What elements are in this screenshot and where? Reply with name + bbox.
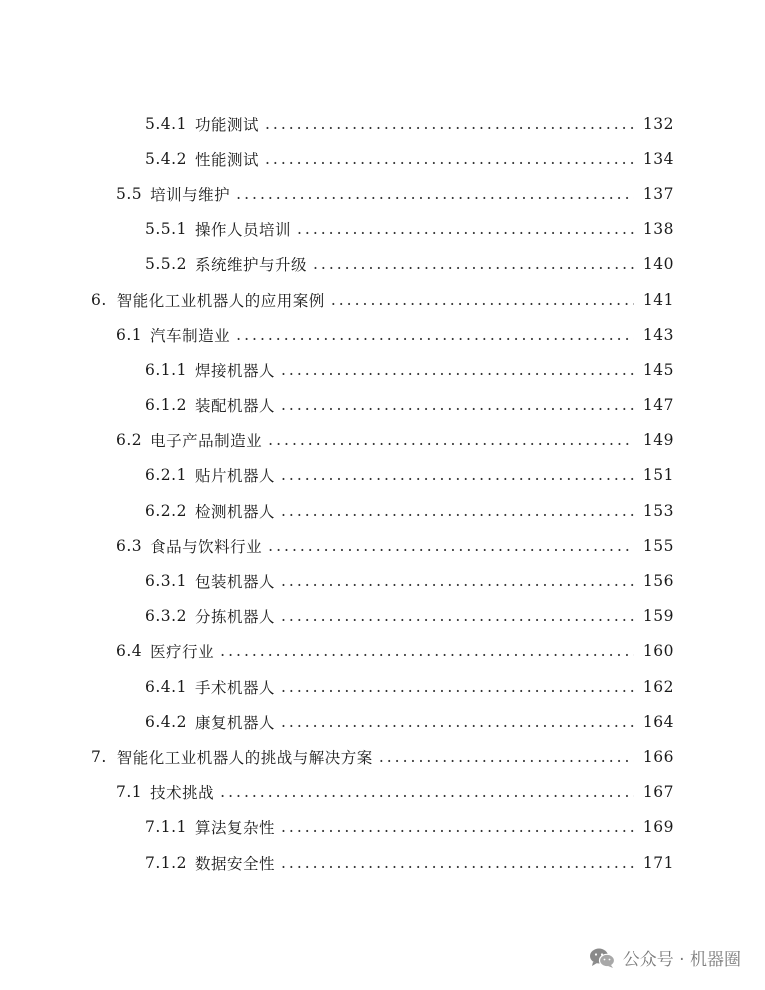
toc-entry-page: 132 bbox=[642, 114, 674, 133]
toc-entry-number: 6.3 bbox=[116, 536, 143, 555]
toc-entry-title: 装配机器人 bbox=[194, 397, 275, 416]
toc-entry-page: 159 bbox=[642, 607, 674, 626]
toc-entry-title: 算法复杂性 bbox=[194, 819, 275, 838]
dot-leader bbox=[313, 255, 634, 273]
dot-leader bbox=[281, 678, 634, 696]
toc-entry-number: 6.1 bbox=[116, 325, 143, 344]
toc-entry[interactable] bbox=[0, 176, 765, 211]
toc-entry-page: 171 bbox=[642, 853, 674, 872]
toc-entry-number: 6.1.2 bbox=[145, 396, 187, 415]
toc-entry-number: 6.2 bbox=[116, 431, 143, 450]
toc-entry-title: 包装机器人 bbox=[194, 573, 275, 592]
toc-entry-page: 160 bbox=[642, 642, 674, 661]
toc-entry-page: 164 bbox=[642, 712, 674, 731]
toc-entry[interactable] bbox=[0, 317, 765, 352]
dot-leader bbox=[281, 396, 634, 414]
dot-leader bbox=[268, 537, 634, 555]
toc-entry-title: 系统维护与升级 bbox=[194, 256, 307, 275]
toc-entry[interactable] bbox=[0, 669, 765, 704]
toc-entry-page: 155 bbox=[642, 536, 674, 555]
toc-entry-number: 6.4.1 bbox=[145, 677, 187, 696]
toc-entry-number: 5.5.2 bbox=[145, 255, 187, 274]
toc-entry-title: 智能化工业机器人的挑战与解决方案 bbox=[116, 748, 373, 767]
dot-leader bbox=[236, 185, 634, 203]
toc-entry[interactable] bbox=[0, 775, 765, 810]
toc-entry-page: 149 bbox=[642, 431, 674, 450]
toc-entry-title: 手术机器人 bbox=[194, 678, 275, 697]
toc-entry-number: 6.3.2 bbox=[145, 607, 187, 626]
toc-entry-title: 食品与饮料行业 bbox=[150, 537, 263, 556]
dot-leader bbox=[281, 502, 634, 520]
toc-entry[interactable] bbox=[0, 563, 765, 598]
toc-entry-number: 6. bbox=[91, 290, 107, 309]
toc-entry-title: 医疗行业 bbox=[150, 643, 215, 662]
toc-entry-number: 5.5 bbox=[116, 184, 143, 203]
toc-entry[interactable] bbox=[0, 599, 765, 634]
toc-entry[interactable] bbox=[0, 845, 765, 880]
toc-entry-page: 138 bbox=[642, 220, 674, 239]
toc-entry-page: 137 bbox=[642, 184, 674, 203]
toc-entry-number: 5.5.1 bbox=[145, 220, 187, 239]
toc-entry-title: 培训与维护 bbox=[150, 185, 231, 204]
toc-entry-number: 7.1.2 bbox=[145, 853, 187, 872]
dot-leader bbox=[281, 572, 634, 590]
toc-entry-page: 143 bbox=[642, 325, 674, 344]
dot-leader bbox=[297, 220, 634, 238]
toc-entry-page: 169 bbox=[642, 818, 674, 837]
dot-leader bbox=[281, 854, 634, 872]
toc-entry-page: 141 bbox=[642, 290, 674, 309]
watermark-text: 公众号 · 机器圈 bbox=[622, 950, 741, 970]
dot-leader bbox=[220, 642, 634, 660]
toc-entry-number: 5.4.2 bbox=[145, 149, 187, 168]
toc-entry-number: 5.4.1 bbox=[145, 114, 187, 133]
toc-entry-page: 134 bbox=[642, 149, 674, 168]
toc-entry-page: 167 bbox=[642, 783, 674, 802]
toc-entry-title: 电子产品制造业 bbox=[150, 432, 263, 451]
toc-entry-number: 6.4 bbox=[116, 642, 143, 661]
toc-entry[interactable] bbox=[0, 458, 765, 493]
toc-entry-page: 140 bbox=[642, 255, 674, 274]
toc-entry-title: 操作人员培训 bbox=[194, 221, 291, 240]
toc-entry-number: 7.1.1 bbox=[145, 818, 187, 837]
toc-entry-page: 153 bbox=[642, 501, 674, 520]
toc-entry-title: 数据安全性 bbox=[194, 854, 275, 873]
toc-entry-number: 7. bbox=[91, 747, 107, 766]
toc-entry[interactable] bbox=[0, 141, 765, 176]
dot-leader bbox=[281, 466, 634, 484]
toc-entry[interactable] bbox=[0, 493, 765, 528]
toc-entry-number: 6.3.1 bbox=[145, 572, 187, 591]
dot-leader bbox=[379, 748, 634, 766]
dot-leader bbox=[281, 713, 634, 731]
dot-leader bbox=[236, 326, 634, 344]
toc-entry[interactable] bbox=[0, 282, 765, 317]
table-of-contents bbox=[0, 106, 765, 880]
toc-entry-number: 6.4.2 bbox=[145, 712, 187, 731]
dot-leader bbox=[281, 607, 634, 625]
toc-entry[interactable] bbox=[0, 739, 765, 774]
toc-entry-number: 7.1 bbox=[116, 783, 143, 802]
toc-entry[interactable] bbox=[0, 106, 765, 141]
toc-entry-page: 151 bbox=[642, 466, 674, 485]
dot-leader bbox=[281, 361, 634, 379]
toc-entry-title: 智能化工业机器人的应用案例 bbox=[116, 291, 325, 310]
toc-entry[interactable] bbox=[0, 704, 765, 739]
toc-entry[interactable] bbox=[0, 388, 765, 423]
toc-entry-title: 焊接机器人 bbox=[194, 361, 275, 380]
toc-entry-number: 6.2.2 bbox=[145, 501, 187, 520]
wechat-icon bbox=[589, 947, 615, 969]
toc-entry[interactable] bbox=[0, 810, 765, 845]
toc-entry[interactable] bbox=[0, 247, 765, 282]
watermark bbox=[589, 945, 741, 970]
toc-entry-number: 6.1.1 bbox=[145, 360, 187, 379]
toc-entry-title: 功能测试 bbox=[194, 115, 259, 134]
toc-entry-title: 检测机器人 bbox=[194, 502, 275, 521]
toc-entry-title: 技术挑战 bbox=[150, 784, 215, 803]
dot-leader bbox=[220, 783, 634, 801]
toc-entry-page: 147 bbox=[642, 396, 674, 415]
toc-entry-number: 6.2.1 bbox=[145, 466, 187, 485]
dot-leader bbox=[268, 431, 634, 449]
dot-leader bbox=[265, 150, 634, 168]
toc-entry-title: 康复机器人 bbox=[194, 713, 275, 732]
toc-entry[interactable] bbox=[0, 423, 765, 458]
toc-entry-page: 145 bbox=[642, 360, 674, 379]
toc-entry-page: 162 bbox=[642, 677, 674, 696]
dot-leader bbox=[265, 115, 634, 133]
toc-entry[interactable] bbox=[0, 212, 765, 247]
toc-entry[interactable] bbox=[0, 634, 765, 669]
toc-entry[interactable] bbox=[0, 352, 765, 387]
dot-leader bbox=[281, 818, 634, 836]
toc-entry-title: 贴片机器人 bbox=[194, 467, 275, 486]
toc-entry-page: 166 bbox=[642, 747, 674, 766]
toc-entry-page: 156 bbox=[642, 572, 674, 591]
toc-entry-title: 分拣机器人 bbox=[194, 608, 275, 627]
toc-entry-title: 汽车制造业 bbox=[150, 326, 231, 345]
dot-leader bbox=[331, 291, 634, 309]
toc-entry-title: 性能测试 bbox=[194, 150, 259, 169]
toc-entry[interactable] bbox=[0, 528, 765, 563]
